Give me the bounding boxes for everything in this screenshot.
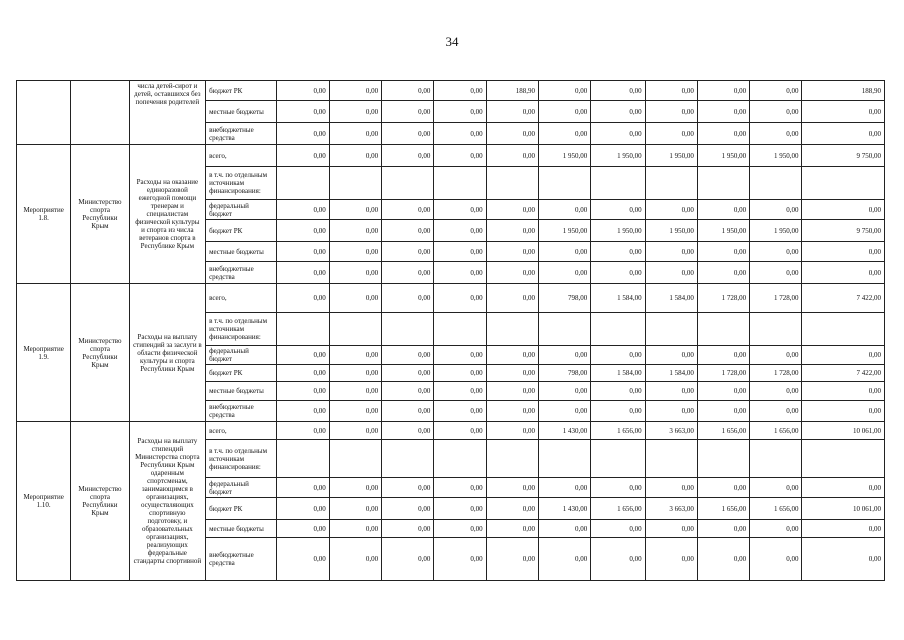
executor-name: Министерство спорта Республики Крым [71,422,129,581]
amount-cell: 0,00 [645,81,697,101]
amount-total-cell: 0,00 [802,520,885,538]
empty-cell [591,313,645,346]
amount-cell: 0,00 [645,401,697,422]
amount-cell: 0,00 [329,101,381,123]
empty-cell [802,440,885,478]
event-description: Расходы на оказание единоразовой ежегодной помощи тренерам и специалистам физической культуры и спорта из числа ветеранов спорта в Республике Крым [129,145,205,284]
amount-cell: 0,00 [697,346,749,365]
amount-cell: 0,00 [277,123,329,145]
source-label: местные бюджеты [206,101,277,123]
amount-cell: 0,00 [697,200,749,220]
empty-cell [645,440,697,478]
source-label: в т.ч. по отдельным источникам финансирования: [206,313,277,346]
amount-cell: 0,00 [645,123,697,145]
amount-cell: 0,00 [382,262,434,284]
empty-cell [802,167,885,200]
amount-cell: 1 656,00 [697,498,749,520]
amount-cell: 0,00 [382,200,434,220]
empty-cell [538,440,590,478]
amount-cell: 0,00 [434,365,486,382]
amount-cell: 0,00 [591,81,645,101]
amount-cell: 1 950,00 [750,220,802,242]
empty-cell [591,440,645,478]
amount-cell: 0,00 [750,262,802,284]
amount-total-cell: 10 061,00 [802,422,885,440]
executor-cell [71,81,129,145]
source-label: всего, [206,422,277,440]
empty-cell [486,167,538,200]
amount-cell: 798,00 [538,365,590,382]
amount-cell: 1 950,00 [538,145,590,167]
amount-cell: 0,00 [382,284,434,313]
amount-cell: 0,00 [591,401,645,422]
source-label: местные бюджеты [206,382,277,401]
amount-total-cell: 0,00 [802,538,885,581]
amount-cell: 0,00 [538,401,590,422]
amount-cell: 0,00 [538,382,590,401]
empty-cell [538,167,590,200]
source-label: внебюджетные средства [206,262,277,284]
empty-cell [434,440,486,478]
amount-cell: 0,00 [434,262,486,284]
amount-cell: 0,00 [434,538,486,581]
amount-cell: 0,00 [486,101,538,123]
amount-total-cell: 0,00 [802,242,885,262]
amount-cell: 0,00 [645,520,697,538]
amount-cell: 1 656,00 [750,498,802,520]
amount-cell: 0,00 [277,498,329,520]
amount-cell: 0,00 [382,538,434,581]
table-row [17,145,885,167]
amount-total-cell: 9 750,00 [802,145,885,167]
amount-cell: 0,00 [277,382,329,401]
amount-cell: 0,00 [329,401,381,422]
amount-cell: 0,00 [750,538,802,581]
amount-cell: 0,00 [434,422,486,440]
amount-cell: 0,00 [591,123,645,145]
amount-cell: 0,00 [697,382,749,401]
amount-cell: 0,00 [277,220,329,242]
amount-cell: 0,00 [538,200,590,220]
amount-cell: 0,00 [382,81,434,101]
amount-cell: 0,00 [486,284,538,313]
amount-cell: 0,00 [434,284,486,313]
amount-cell: 0,00 [538,101,590,123]
table-row [17,422,885,440]
amount-cell: 1 656,00 [591,422,645,440]
empty-cell [329,313,381,346]
amount-cell: 0,00 [434,382,486,401]
amount-cell: 0,00 [486,365,538,382]
amount-cell: 0,00 [329,123,381,145]
amount-cell: 0,00 [434,520,486,538]
amount-cell: 0,00 [434,242,486,262]
amount-cell: 0,00 [591,346,645,365]
amount-cell: 0,00 [382,242,434,262]
amount-cell: 0,00 [277,145,329,167]
amount-cell: 0,00 [329,81,381,101]
empty-cell [486,313,538,346]
amount-cell: 0,00 [538,242,590,262]
amount-cell: 0,00 [697,401,749,422]
amount-total-cell: 188,90 [802,81,885,101]
amount-cell: 1 584,00 [645,284,697,313]
empty-cell [750,440,802,478]
source-label: внебюджетные средства [206,123,277,145]
amount-cell: 0,00 [697,538,749,581]
amount-cell: 0,00 [277,365,329,382]
amount-cell: 0,00 [486,520,538,538]
amount-cell: 0,00 [277,284,329,313]
amount-cell: 1 950,00 [645,145,697,167]
amount-total-cell: 0,00 [802,346,885,365]
amount-cell: 0,00 [434,498,486,520]
amount-cell: 1 656,00 [750,422,802,440]
amount-cell: 0,00 [486,220,538,242]
amount-cell: 0,00 [329,145,381,167]
amount-total-cell: 0,00 [802,123,885,145]
amount-total-cell: 0,00 [802,478,885,498]
amount-cell: 0,00 [329,220,381,242]
amount-cell: 0,00 [329,538,381,581]
amount-cell: 0,00 [697,520,749,538]
amount-cell: 0,00 [591,538,645,581]
amount-cell: 1 950,00 [591,220,645,242]
amount-cell: 0,00 [538,346,590,365]
amount-cell: 0,00 [329,262,381,284]
empty-cell [277,167,329,200]
amount-cell: 0,00 [591,478,645,498]
amount-cell: 0,00 [277,346,329,365]
amount-cell: 0,00 [382,401,434,422]
amount-cell: 1 584,00 [591,284,645,313]
source-label: местные бюджеты [206,242,277,262]
amount-cell: 0,00 [329,498,381,520]
empty-cell [382,313,434,346]
amount-cell: 0,00 [434,81,486,101]
empty-cell [645,313,697,346]
source-label: в т.ч. по отдельным источникам финансирования: [206,167,277,200]
amount-cell: 0,00 [434,200,486,220]
event-description: Расходы на выплату стипендий за заслуги в области физической культуры и спорта Республики Крым [129,284,205,422]
source-label: бюджет РК [206,498,277,520]
amount-cell: 0,00 [329,422,381,440]
amount-cell: 0,00 [382,220,434,242]
amount-cell: 0,00 [329,346,381,365]
amount-total-cell: 0,00 [802,262,885,284]
amount-cell: 0,00 [750,478,802,498]
amount-cell: 0,00 [277,520,329,538]
amount-cell: 0,00 [434,478,486,498]
amount-cell: 1 656,00 [697,422,749,440]
amount-total-cell: 0,00 [802,382,885,401]
amount-cell: 3 663,00 [645,422,697,440]
empty-cell [697,167,749,200]
source-label: федеральный бюджет [206,200,277,220]
amount-total-cell: 7 422,00 [802,284,885,313]
budget-table [16,80,885,581]
amount-total-cell: 9 750,00 [802,220,885,242]
amount-cell: 1 728,00 [750,365,802,382]
amount-cell: 0,00 [329,284,381,313]
amount-cell: 1 728,00 [750,284,802,313]
source-label: всего, [206,284,277,313]
empty-cell [645,167,697,200]
amount-cell: 1 950,00 [750,145,802,167]
amount-cell: 0,00 [697,242,749,262]
amount-cell: 0,00 [591,520,645,538]
amount-cell: 0,00 [645,262,697,284]
amount-cell: 0,00 [329,242,381,262]
amount-cell: 0,00 [434,346,486,365]
amount-cell: 0,00 [645,538,697,581]
empty-cell [697,440,749,478]
empty-cell [277,440,329,478]
event-name: Мероприятие 1.9. [17,284,71,422]
amount-cell: 0,00 [697,262,749,284]
amount-cell: 0,00 [645,242,697,262]
amount-cell: 0,00 [591,382,645,401]
amount-cell: 0,00 [697,101,749,123]
source-label: бюджет РК [206,365,277,382]
table-row [17,284,885,313]
amount-cell: 0,00 [382,422,434,440]
amount-cell: 0,00 [538,538,590,581]
amount-cell: 0,00 [434,401,486,422]
amount-cell: 0,00 [486,538,538,581]
amount-cell: 1 950,00 [697,145,749,167]
amount-cell: 1 950,00 [538,220,590,242]
amount-total-cell: 0,00 [802,401,885,422]
amount-cell: 1 430,00 [538,498,590,520]
amount-cell: 0,00 [697,478,749,498]
empty-cell [486,440,538,478]
amount-cell: 0,00 [277,478,329,498]
amount-cell: 0,00 [645,200,697,220]
amount-cell: 0,00 [750,101,802,123]
amount-cell: 0,00 [750,401,802,422]
empty-cell [329,167,381,200]
amount-cell: 0,00 [382,382,434,401]
amount-cell: 0,00 [486,242,538,262]
executor-name: Министерство спорта Республики Крым [71,284,129,422]
amount-cell: 0,00 [277,81,329,101]
amount-cell: 1 728,00 [697,284,749,313]
amount-cell: 0,00 [382,145,434,167]
source-label: федеральный бюджет [206,478,277,498]
amount-cell: 0,00 [277,262,329,284]
amount-cell: 0,00 [277,401,329,422]
amount-cell: 0,00 [645,478,697,498]
amount-cell: 188,90 [486,81,538,101]
amount-cell: 1 584,00 [645,365,697,382]
source-label: федеральный бюджет [206,346,277,365]
amount-cell: 0,00 [382,101,434,123]
amount-cell: 0,00 [486,498,538,520]
amount-cell: 1 950,00 [591,145,645,167]
amount-cell: 0,00 [750,346,802,365]
amount-cell: 0,00 [382,123,434,145]
amount-cell: 0,00 [434,123,486,145]
empty-cell [277,313,329,346]
amount-cell: 0,00 [277,242,329,262]
empty-cell [750,167,802,200]
amount-cell: 1 430,00 [538,422,590,440]
amount-cell: 0,00 [591,262,645,284]
source-label: внебюджетные средства [206,538,277,581]
amount-cell: 0,00 [486,200,538,220]
amount-cell: 0,00 [538,520,590,538]
description-cell: числа детей-сирот и детей, оставшихся без попечения родителей [129,81,205,145]
amount-cell: 0,00 [382,478,434,498]
source-label: бюджет РК [206,220,277,242]
table-row [17,81,885,101]
event-cell [17,81,71,145]
amount-cell: 0,00 [434,101,486,123]
amount-cell: 0,00 [382,520,434,538]
executor-name: Министерство спорта Республики Крым [71,145,129,284]
amount-total-cell: 10 061,00 [802,498,885,520]
amount-cell: 0,00 [329,365,381,382]
amount-cell: 0,00 [538,478,590,498]
amount-total-cell: 0,00 [802,200,885,220]
amount-cell: 0,00 [750,123,802,145]
amount-cell: 0,00 [486,262,538,284]
amount-cell: 0,00 [486,123,538,145]
amount-cell: 0,00 [382,498,434,520]
amount-cell: 0,00 [591,242,645,262]
amount-cell: 1 584,00 [591,365,645,382]
empty-cell [434,167,486,200]
amount-cell: 1 950,00 [645,220,697,242]
event-name: Мероприятие 1.10. [17,422,71,581]
empty-cell [750,313,802,346]
amount-cell: 0,00 [538,81,590,101]
amount-cell: 0,00 [591,101,645,123]
amount-cell: 1 656,00 [591,498,645,520]
empty-cell [382,167,434,200]
page-number: 34 [445,34,459,49]
amount-cell: 0,00 [750,200,802,220]
amount-cell: 0,00 [645,346,697,365]
amount-cell: 0,00 [538,123,590,145]
event-description: Расходы на выплату стипендий Министерства спорта Республики Крым одаренным спортсменам, занимающимся в организациях, осуществляющих спортивную подготовку, и образовательных организациях, реализующих федеральные стандарты спортивной [129,422,205,581]
source-label: местные бюджеты [206,520,277,538]
amount-cell: 0,00 [329,478,381,498]
amount-cell: 1 728,00 [697,365,749,382]
amount-cell: 0,00 [434,220,486,242]
empty-cell [329,440,381,478]
amount-cell: 3 663,00 [645,498,697,520]
amount-cell: 798,00 [538,284,590,313]
empty-cell [382,440,434,478]
amount-cell: 0,00 [434,145,486,167]
amount-cell: 0,00 [591,200,645,220]
amount-cell: 0,00 [538,262,590,284]
amount-cell: 0,00 [697,123,749,145]
empty-cell [697,313,749,346]
amount-cell: 0,00 [277,200,329,220]
amount-total-cell: 7 422,00 [802,365,885,382]
amount-cell: 1 950,00 [697,220,749,242]
amount-cell: 0,00 [486,382,538,401]
amount-total-cell: 0,00 [802,101,885,123]
amount-cell: 0,00 [750,81,802,101]
event-name: Мероприятие 1.8. [17,145,71,284]
amount-cell: 0,00 [750,382,802,401]
empty-cell [591,167,645,200]
amount-cell: 0,00 [750,242,802,262]
amount-cell: 0,00 [277,538,329,581]
amount-cell: 0,00 [486,422,538,440]
source-label: в т.ч. по отдельным источникам финансирования: [206,440,277,478]
amount-cell: 0,00 [329,382,381,401]
amount-cell: 0,00 [329,200,381,220]
amount-cell: 0,00 [277,101,329,123]
amount-cell: 0,00 [486,478,538,498]
source-label: всего, [206,145,277,167]
amount-cell: 0,00 [750,520,802,538]
amount-cell: 0,00 [277,422,329,440]
source-label: бюджет РК [206,81,277,101]
amount-cell: 0,00 [486,145,538,167]
amount-cell: 0,00 [329,520,381,538]
amount-cell: 0,00 [486,401,538,422]
source-label: внебюджетные средства [206,401,277,422]
empty-cell [434,313,486,346]
amount-cell: 0,00 [645,101,697,123]
amount-cell: 0,00 [697,81,749,101]
amount-cell: 0,00 [382,365,434,382]
amount-cell: 0,00 [486,346,538,365]
amount-cell: 0,00 [382,346,434,365]
amount-cell: 0,00 [645,382,697,401]
empty-cell [538,313,590,346]
empty-cell [802,313,885,346]
